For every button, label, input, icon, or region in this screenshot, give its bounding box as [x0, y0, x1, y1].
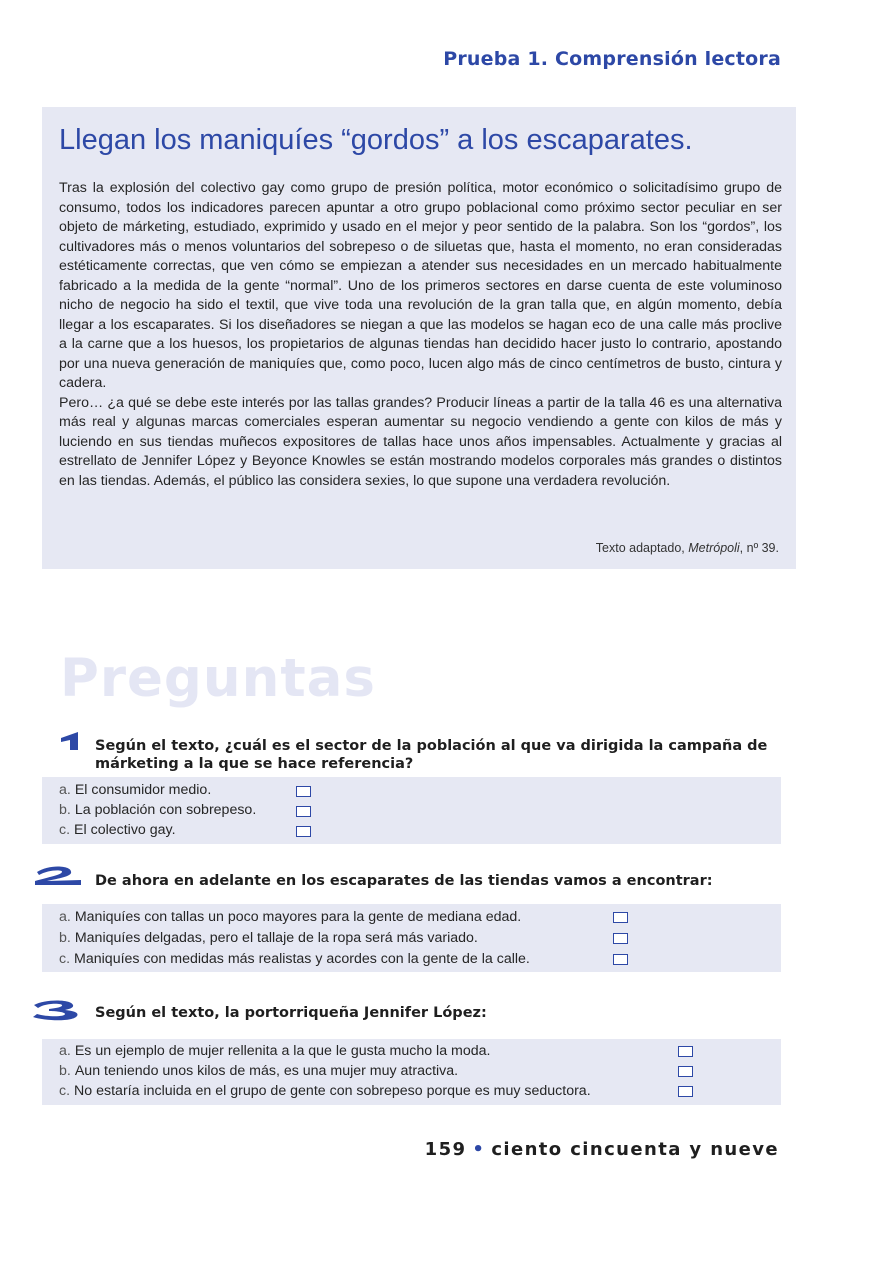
number-1-glyph [60, 731, 86, 751]
option-row [59, 1062, 458, 1081]
option-text: Maniquíes con medidas más realistas y acordes con la gente de la calle. [74, 951, 530, 967]
options-panel-2 [42, 904, 781, 972]
option-letter: b. [59, 930, 71, 946]
option-text: Es un ejemplo de mujer rellenita a la que le gusta mucho la moda. [74, 1043, 491, 1059]
question-text-1: Según el texto, ¿cuál es el sector de la población al que va dirigida la campaña de márketing a la que se hace referencia? [95, 738, 768, 772]
page-footer [425, 1139, 779, 1160]
option-letter: c. [59, 951, 71, 967]
option-text: No estaría incluida en el grupo de gente con sobrepeso porque es muy seductora. [74, 1083, 591, 1099]
option-checkbox[interactable] [678, 1066, 693, 1077]
option-checkbox[interactable] [296, 806, 311, 817]
option-text: El consumidor medio. [74, 782, 212, 798]
option-letter: c. [59, 822, 71, 838]
article-paragraph: Pero… ¿a qué se debe este interés por las tallas grandes? Producir líneas a partir de la talla 46 es una alternativa más real y algunas marcas comerciales esperan aumentar su negocio vendiendo a gente con kilos de más y luciendo en sus tiendas muñecos expositores de tallas hace unos años impensables. Actualmente y gracias al estrellato de Jennifer López y Beyonce Knowles se están mostrando modelos corporales más grandes o distintos en las tiendas. Además, el público las considera sexies, lo que supone una verdadera revolución. [59, 394, 782, 489]
option-letter: b. [59, 1063, 71, 1079]
page-number: 159 [424, 1139, 467, 1160]
options-panel-3 [42, 1039, 781, 1105]
number-3-glyph [31, 1000, 81, 1021]
source-suffix: , nº 39. [739, 541, 779, 555]
option-checkbox[interactable] [613, 954, 628, 965]
number-2-glyph [33, 866, 83, 886]
article-title: Llegan los maniquíes “gordos” a los escaparates. [59, 124, 693, 156]
option-row [59, 821, 176, 840]
option-text: Maniquíes delgadas, pero el tallaje de la ropa será más variado. [74, 930, 478, 946]
question-number-1 [60, 731, 86, 751]
option-checkbox[interactable] [678, 1046, 693, 1057]
option-checkbox[interactable] [613, 933, 628, 944]
option-text: La población con sobrepeso. [74, 802, 257, 818]
option-checkbox[interactable] [613, 912, 628, 923]
option-row [59, 781, 211, 800]
option-row [59, 1082, 591, 1101]
article-body [59, 179, 782, 491]
option-checkbox[interactable] [296, 786, 311, 797]
option-row [59, 950, 530, 969]
page-number-words: ciento cincuenta y nueve [491, 1139, 779, 1160]
option-checkbox[interactable] [296, 826, 311, 837]
option-letter: a. [59, 1043, 71, 1059]
questions-heading: Preguntas [60, 648, 376, 709]
question-text-3: Según el texto, la portorriqueña Jennifer López: [95, 1005, 487, 1021]
option-letter: c. [59, 1083, 71, 1099]
option-letter: a. [59, 782, 71, 798]
option-row [59, 801, 256, 820]
option-letter: a. [59, 909, 71, 925]
option-letter: b. [59, 802, 71, 818]
article-source [596, 541, 779, 555]
option-text: Maniquíes con tallas un poco mayores para la gente de mediana edad. [74, 909, 522, 925]
options-panel-1 [42, 777, 781, 844]
source-prefix: Texto adaptado, [595, 541, 685, 555]
question-text-2: De ahora en adelante en los escaparates de las tiendas vamos a encontrar: [95, 873, 713, 889]
option-text: El colectivo gay. [74, 822, 176, 838]
section-header: Prueba 1. Comprensión lectora [443, 48, 781, 70]
option-row [59, 908, 521, 927]
footer-bullet: • [472, 1139, 486, 1160]
option-checkbox[interactable] [678, 1086, 693, 1097]
question-number-3 [31, 1000, 81, 1021]
article-paragraph: Tras la explosión del colectivo gay como grupo de presión política, motor económico o solicitadísimo grupo de consumo, todos los indicadores parecen apuntar a otro grupo poblacional como próximo sector peculiar en ser objeto de márketing, estudiado, exprimido y usado en el mejor y peor sentido de la palabra. Son los “gordos”, los cultivadores más o menos voluntarios del sobrepeso o de siluetas que, hasta el momento, no eran consideradas estéticamente correctas, que ven cómo se empiezan a atender sus necesidades en un mercado habitualmente fabricado a la medida de la gente “normal”. Uno de los primeros sectores en darse cuenta de este voluminoso nicho de negocio ha sido el textil, que vive toda una revolución de la gran talla que, en algún momento, debía llegar a los escaparates. Si los diseñadores se niegan a que las modelos se hagan eco de una calle más proclive a la carne que a los huesos, los propietarios de algunas tiendas han decidido hacer justo lo contrario, apostando por una nueva generación de maniquíes que, como poco, lucen algo más de cinco centímetros de busto, cintura y cadera. [59, 180, 782, 391]
option-row [59, 929, 478, 948]
option-row [59, 1042, 490, 1061]
question-number-2 [33, 866, 83, 886]
option-text: Aun teniendo unos kilos de más, es una mujer muy atractiva. [74, 1063, 459, 1079]
source-publication: Metrópoli [688, 541, 740, 555]
